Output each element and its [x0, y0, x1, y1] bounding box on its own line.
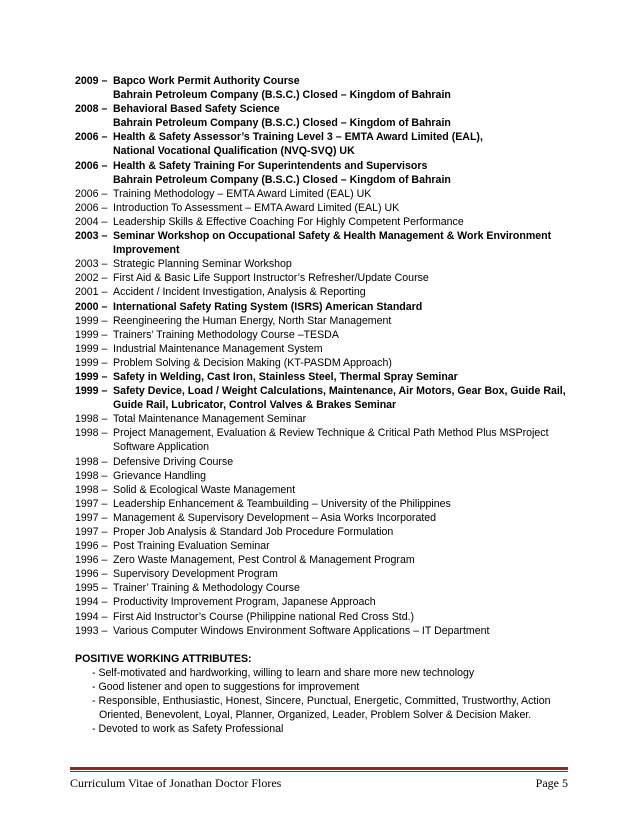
training-year: 2003 –: [75, 230, 108, 243]
training-title: [113, 483, 575, 497]
page-footer: [70, 776, 568, 791]
training-title: [113, 455, 575, 469]
training-provider: Bahrain Petroleum Company (B.S.C.) Closed – Kingdom of Bahrain: [113, 117, 451, 130]
training-provider: Bahrain Petroleum Company (B.S.C.) Closed – Kingdom of Bahrain: [113, 89, 451, 102]
training-year: 2006 –: [75, 187, 108, 200]
training-entry: [75, 384, 575, 412]
training-title: [113, 356, 575, 370]
footer-rule-thick: [70, 767, 568, 770]
training-entry: [75, 469, 575, 483]
training-title: [113, 271, 575, 285]
training-course: Grievance Handling: [113, 469, 207, 482]
training-provider: National Vocational Qualification (NVQ-SVQ) UK: [113, 145, 355, 158]
training-entry: [75, 455, 575, 469]
training-year: 2002 –: [75, 272, 108, 285]
training-course: Behavioral Based Safety Science: [113, 103, 280, 116]
training-title: [113, 539, 575, 553]
training-entry: [75, 257, 575, 271]
training-course: Trainer’ Training & Methodology Course: [113, 582, 300, 595]
training-title: [113, 300, 575, 314]
training-course: Defensive Driving Course: [113, 455, 234, 468]
attribute-item: - Responsible, Enthusiastic, Honest, Sincere, Punctual, Energetic, Committed, Trustworthy, Action Oriented, Benevolent, Loyal, Planner, Organized, Leader, Problem Solver & Decision Maker.: [92, 695, 551, 722]
attribute-item: - Self-motivated and hardworking, willing to learn and share more new technology: [92, 666, 475, 679]
training-entry: [75, 328, 575, 342]
training-year: 1996 –: [75, 540, 108, 553]
training-year: 1996 –: [75, 554, 108, 567]
training-year: 1998 –: [75, 455, 108, 468]
training-course: Seminar Workshop on Occupational Safety & Health Management & Work Environment Improvement: [113, 230, 552, 257]
training-year: 1994 –: [75, 610, 108, 623]
training-course: First Aid Instructor’s Course (Philippine national Red Cross Std.): [113, 610, 415, 623]
training-title: [113, 412, 575, 426]
training-entry: [75, 553, 575, 567]
training-course: Reengineering the Human Energy, North Star Management: [113, 314, 392, 327]
training-entry: [75, 610, 575, 624]
training-title: [113, 370, 575, 384]
training-course: Health & Safety Training For Superintendents and Supervisors: [113, 159, 428, 172]
training-course: Training Methodology – EMTA Award Limited (EAL) UK: [113, 187, 372, 200]
training-title: [113, 511, 575, 525]
training-title: [113, 74, 575, 102]
training-year: 1997 –: [75, 526, 108, 538]
training-entry: [75, 370, 575, 384]
training-title: [113, 525, 575, 539]
training-title: [113, 567, 575, 581]
training-course: Management & Supervisory Development – Asia Works Incorporated: [113, 511, 437, 524]
training-year: 1999 –: [75, 314, 108, 327]
training-course: Leadership Enhancement & Teambuilding – University of the Philippines: [113, 497, 451, 510]
training-course: Various Computer Windows Environment Software Applications – IT Department: [113, 624, 490, 637]
training-course: Supervisory Development Program: [113, 568, 278, 581]
training-title: [113, 187, 575, 201]
training-course: International Safety Rating System (ISRS) American Standard: [113, 300, 423, 313]
training-course: Productivity Improvement Program, Japanese Approach: [113, 596, 376, 609]
training-title: [113, 201, 575, 215]
training-title: [113, 469, 575, 483]
training-course: Trainers’ Training Methodology Course –TESDA: [113, 328, 339, 341]
attributes-list: [75, 666, 575, 736]
training-entry: [75, 102, 575, 130]
training-year: 1999 –: [75, 370, 108, 383]
footer-title: Curriculum Vitae of Jonathan Doctor Flores: [70, 776, 282, 790]
training-title: [113, 342, 575, 356]
training-year: 1998 –: [75, 469, 108, 482]
training-year: 2003 –: [75, 258, 108, 271]
training-entry: [75, 271, 575, 285]
training-entry: [75, 567, 575, 581]
training-entry: [75, 187, 575, 201]
training-year: 1997 –: [75, 511, 108, 524]
training-title: [113, 285, 575, 299]
training-entry: [75, 130, 575, 158]
training-title: [113, 215, 575, 229]
training-year: 2006 –: [75, 201, 108, 214]
training-course: Post Training Evaluation Seminar: [113, 540, 270, 553]
training-provider: Bahrain Petroleum Company (B.S.C.) Closed – Kingdom of Bahrain: [113, 173, 451, 186]
training-year: 1999 –: [75, 342, 108, 355]
page-number: Page 5: [535, 776, 568, 790]
training-entry: [75, 483, 575, 497]
training-title: [113, 553, 575, 567]
training-entry: [75, 300, 575, 314]
attribute-item: - Good listener and open to suggestions for improvement: [92, 680, 360, 693]
training-course: Safety in Welding, Cast Iron, Stainless Steel, Thermal Spray Seminar: [113, 370, 458, 383]
training-course: Accident / Incident Investigation, Analysis & Reporting: [113, 286, 366, 299]
training-title: [113, 229, 575, 257]
training-course: Strategic Planning Seminar Workshop: [113, 258, 292, 271]
training-course: Leadership Skills & Effective Coaching For Highly Competent Performance: [113, 215, 464, 228]
training-year: 1999 –: [75, 356, 108, 369]
training-course: Project Management, Evaluation & Review Technique & Critical Path Method Plus MSProject Software Application: [113, 427, 549, 454]
training-year: 1994 –: [75, 596, 108, 609]
training-entry: [75, 497, 575, 511]
training-title: [113, 624, 575, 638]
training-entry: [75, 511, 575, 525]
training-year: 1996 –: [75, 568, 108, 581]
training-course: First Aid & Basic Life Support Instructor’s Refresher/Update Course: [113, 272, 429, 285]
training-title: [113, 159, 575, 187]
training-title: [113, 610, 575, 624]
training-entry: [75, 215, 575, 229]
training-year: 2000 –: [75, 300, 108, 313]
training-year: 1998 –: [75, 427, 108, 440]
training-year: 1998 –: [75, 413, 108, 426]
training-course: Introduction To Assessment – EMTA Award Limited (EAL) UK: [113, 201, 400, 214]
training-year: 2006 –: [75, 131, 108, 144]
training-entry: [75, 581, 575, 595]
training-entry: [75, 342, 575, 356]
training-list: [75, 74, 575, 638]
footer-rule-thin: [70, 771, 568, 772]
training-title: [113, 497, 575, 511]
training-year: 2004 –: [75, 215, 108, 228]
training-entry: [75, 426, 575, 454]
training-course: Problem Solving & Decision Making (KT-PASDM Approach): [113, 356, 392, 369]
training-entry: [75, 159, 575, 187]
training-course: Total Maintenance Management Seminar: [113, 413, 307, 426]
training-title: [113, 581, 575, 595]
training-year: 1995 –: [75, 582, 108, 595]
training-entry: [75, 412, 575, 426]
training-year: 1999 –: [75, 328, 108, 341]
training-course: Health & Safety Assessor’s Training Level 3 – EMTA Award Limited (EAL),: [113, 131, 483, 144]
training-year: 2009 –: [75, 75, 108, 87]
training-title: [113, 426, 575, 454]
training-entry: [75, 229, 575, 257]
training-course: Solid & Ecological Waste Management: [113, 483, 296, 496]
training-course: Bapco Work Permit Authority Course: [113, 75, 300, 87]
training-year: 2001 –: [75, 286, 108, 299]
training-entry: [75, 356, 575, 370]
training-title: [113, 102, 575, 130]
attributes-heading: POSITIVE WORKING ATTRIBUTES:: [75, 652, 252, 665]
training-entry: [75, 525, 575, 539]
training-course: Proper Job Analysis & Standard Job Procedure Formulation: [113, 526, 394, 538]
training-entry: [75, 285, 575, 299]
training-entry: [75, 624, 575, 638]
training-entry: [75, 595, 575, 609]
attribute-item: - Devoted to work as Safety Professional: [92, 723, 284, 736]
training-entry: [75, 201, 575, 215]
training-title: [113, 328, 575, 342]
training-course: Industrial Maintenance Management System: [113, 342, 323, 355]
training-title: [113, 130, 575, 158]
training-entry: [75, 74, 575, 102]
training-year: 1997 –: [75, 497, 108, 510]
training-title: [113, 384, 575, 412]
training-year: 1999 –: [75, 385, 108, 398]
training-title: [113, 314, 575, 328]
training-year: 1998 –: [75, 483, 108, 496]
cv-page-content: [75, 74, 575, 736]
training-year: 1993 –: [75, 624, 108, 637]
training-year: 2008 –: [75, 103, 108, 116]
training-course: Safety Device, Load / Weight Calculations, Maintenance, Air Motors, Gear Box, Guide Rail, Guide Rail, Lubricator, Control Valves & Brakes Seminar: [113, 385, 566, 412]
training-title: [113, 595, 575, 609]
training-title: [113, 257, 575, 271]
training-entry: [75, 314, 575, 328]
training-course: Zero Waste Management, Pest Control & Management Program: [113, 554, 415, 567]
training-year: 2006 –: [75, 159, 108, 172]
training-entry: [75, 539, 575, 553]
